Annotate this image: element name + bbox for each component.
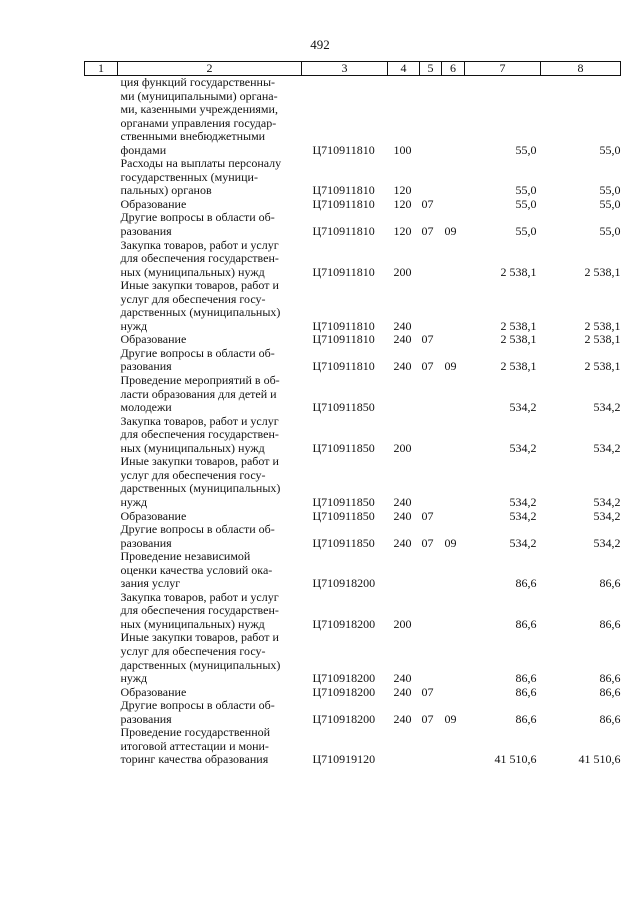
table-row xyxy=(85,157,621,198)
amount-col-7: 86,6 xyxy=(515,684,537,699)
expense-type-code: 240 xyxy=(393,318,412,333)
cell-col-1 xyxy=(85,699,118,726)
table-row xyxy=(85,550,621,591)
header-col-5: 5 xyxy=(420,62,442,76)
subsection-code xyxy=(442,550,465,591)
cell-col-1 xyxy=(85,591,118,632)
cell-col-1 xyxy=(85,211,118,238)
amount-col-7: 41 510,6 xyxy=(494,752,537,767)
amount-col-7: 86,6 xyxy=(515,616,537,631)
expense-name: Другие вопросы в области об- разования xyxy=(120,522,275,550)
amount-col-8: 2 538,1 xyxy=(584,359,621,374)
amount-col-8: 534,2 xyxy=(593,508,621,523)
cell-col-1 xyxy=(85,76,118,158)
page-number: 492 xyxy=(310,37,330,52)
target-code: Ц710911810 xyxy=(312,318,375,333)
subsection-code: 09 xyxy=(444,224,457,239)
table-row xyxy=(85,699,621,726)
amount-col-7: 55,0 xyxy=(515,183,537,198)
amount-col-7: 534,2 xyxy=(509,494,537,509)
table-row xyxy=(85,591,621,632)
table-row xyxy=(85,686,621,700)
amount-col-8: 55,0 xyxy=(599,224,621,239)
target-code: Ц710911810 xyxy=(312,264,375,279)
expense-type-code: 240 xyxy=(393,671,412,686)
amount-col-8: 86,6 xyxy=(599,576,621,591)
expense-type-code: 240 xyxy=(393,332,412,347)
expense-type-code xyxy=(388,726,420,767)
section-code: 07 xyxy=(421,332,434,347)
subsection-code xyxy=(442,333,465,347)
table-row xyxy=(85,239,621,280)
cell-col-1 xyxy=(85,523,118,550)
header-col-7: 7 xyxy=(465,62,541,76)
target-code: Ц710911850 xyxy=(312,494,375,509)
cell-col-1 xyxy=(85,415,118,456)
target-code: Ц710911810 xyxy=(312,359,375,374)
amount-col-7: 534,2 xyxy=(509,508,537,523)
amount-col-8: 41 510,6 xyxy=(578,752,621,767)
subsection-code: 09 xyxy=(444,359,457,374)
expense-name: Другие вопросы в области об- разования xyxy=(120,210,275,239)
subsection-code xyxy=(442,279,465,333)
target-code: Ц710911810 xyxy=(312,332,375,347)
expense-type-code: 240 xyxy=(393,359,412,374)
expense-type-code: 100 xyxy=(393,142,412,157)
header-col-6: 6 xyxy=(442,62,465,76)
expense-type-code: 200 xyxy=(393,440,412,455)
subsection-code xyxy=(442,686,465,700)
cell-col-1 xyxy=(85,333,118,347)
expense-name: Образование xyxy=(120,196,187,211)
table-row xyxy=(85,347,621,374)
amount-col-7: 55,0 xyxy=(515,196,537,211)
subsection-code: 09 xyxy=(444,711,457,726)
amount-col-8: 55,0 xyxy=(599,142,621,157)
amount-col-8: 2 538,1 xyxy=(584,264,621,279)
target-code: Ц710911850 xyxy=(312,535,375,550)
amount-col-7: 534,2 xyxy=(509,400,537,415)
section-code xyxy=(420,157,442,198)
subsection-code: 09 xyxy=(444,535,457,550)
expense-name: Другие вопросы в области об- разования xyxy=(120,345,275,374)
subsection-code xyxy=(442,198,465,212)
expense-name: Закупка товаров, работ и услуг для обеспечения государствен- ных (муниципальных) нужд xyxy=(120,413,279,455)
expense-name: Образование xyxy=(120,332,187,347)
expense-type-code: 240 xyxy=(393,684,412,699)
expense-type-code: 200 xyxy=(393,264,412,279)
header-row xyxy=(85,62,621,76)
amount-col-8: 534,2 xyxy=(593,535,621,550)
target-code: Ц710911810 xyxy=(312,224,375,239)
section-code: 07 xyxy=(421,684,434,699)
expense-name: ция функций государственны- ми (муниципальными) органа- ми, казенными учреждениями, органами управления государ- ственными внебюджетными фондами xyxy=(120,75,278,157)
section-code: 07 xyxy=(421,535,434,550)
cell-col-1 xyxy=(85,510,118,524)
cell-col-1 xyxy=(85,157,118,198)
expense-type-code: 120 xyxy=(393,183,412,198)
expense-name: Проведение мероприятий в об- ласти образования для детей и молодежи xyxy=(120,373,280,415)
target-code: Ц710911810 xyxy=(312,196,375,211)
subsection-code xyxy=(442,415,465,456)
amount-col-7: 534,2 xyxy=(509,440,537,455)
table-row xyxy=(85,455,621,509)
expense-type-code: 240 xyxy=(393,711,412,726)
table-row xyxy=(85,211,621,238)
subsection-code xyxy=(442,455,465,509)
target-code: Ц710918200 xyxy=(312,616,376,631)
target-code: Ц710911850 xyxy=(312,508,375,523)
section-code: 07 xyxy=(421,224,434,239)
amount-col-7: 86,6 xyxy=(515,711,537,726)
target-code: Ц710918200 xyxy=(312,711,376,726)
subsection-code xyxy=(442,239,465,280)
cell-col-1 xyxy=(85,374,118,415)
section-code xyxy=(420,76,442,158)
amount-col-8: 86,6 xyxy=(599,684,621,699)
subsection-code xyxy=(442,631,465,685)
amount-col-8: 86,6 xyxy=(599,616,621,631)
budget-table xyxy=(84,61,621,767)
cell-col-1 xyxy=(85,686,118,700)
expense-type-code: 200 xyxy=(393,616,412,631)
table-row xyxy=(85,631,621,685)
expense-name: Проведение независимой оценки качества условий ока- зания услуг xyxy=(120,549,273,591)
section-code xyxy=(420,455,442,509)
expense-name: Иные закупки товаров, работ и услуг для обеспечения госу- дарственных (муниципальных) нужд xyxy=(120,630,281,686)
header-col-2: 2 xyxy=(118,62,302,76)
amount-col-7: 86,6 xyxy=(515,576,537,591)
amount-col-7: 2 538,1 xyxy=(500,318,537,333)
expense-name: Проведение государственной итоговой аттестации и мони- торинг качества образования xyxy=(120,725,271,767)
subsection-code xyxy=(442,76,465,158)
section-code xyxy=(420,726,442,767)
section-code xyxy=(420,374,442,415)
expense-type-code xyxy=(388,550,420,591)
cell-col-1 xyxy=(85,347,118,374)
expense-type-code xyxy=(388,374,420,415)
expense-name: Закупка товаров, работ и услуг для обеспечения государствен- ных (муниципальных) нужд xyxy=(120,237,279,279)
cell-col-1 xyxy=(85,198,118,212)
section-code xyxy=(420,550,442,591)
cell-col-1 xyxy=(85,279,118,333)
target-code: Ц710919120 xyxy=(312,752,376,767)
table-header xyxy=(85,62,621,76)
target-code: Ц710911810 xyxy=(312,183,375,198)
amount-col-7: 2 538,1 xyxy=(500,359,537,374)
expense-type-code: 240 xyxy=(393,494,412,509)
subsection-code xyxy=(442,726,465,767)
amount-col-7: 2 538,1 xyxy=(500,264,537,279)
cell-col-1 xyxy=(85,550,118,591)
amount-col-7: 86,6 xyxy=(515,671,537,686)
table-row xyxy=(85,333,621,347)
amount-col-8: 2 538,1 xyxy=(584,332,621,347)
amount-col-8: 534,2 xyxy=(593,400,621,415)
table-row xyxy=(85,198,621,212)
header-col-8: 8 xyxy=(541,62,621,76)
target-code: Ц710911810 xyxy=(312,142,375,157)
amount-col-8: 86,6 xyxy=(599,671,621,686)
header-col-4: 4 xyxy=(388,62,420,76)
subsection-code xyxy=(442,374,465,415)
section-code xyxy=(420,415,442,456)
cell-col-1 xyxy=(85,631,118,685)
expense-type-code: 240 xyxy=(393,535,412,550)
target-code: Ц710918200 xyxy=(312,684,376,699)
header-col-3: 3 xyxy=(302,62,388,76)
expense-type-code: 120 xyxy=(393,224,412,239)
expense-type-code: 240 xyxy=(393,508,412,523)
table-body xyxy=(85,76,621,767)
target-code: Ц710911850 xyxy=(312,440,375,455)
subsection-code xyxy=(442,591,465,632)
target-code: Ц710918200 xyxy=(312,671,376,686)
expense-name: Другие вопросы в области об- разования xyxy=(120,698,275,726)
expense-name: Иные закупки товаров, работ и услуг для обеспечения госу- дарственных (муниципальных) нужд xyxy=(120,278,281,333)
target-code: Ц710918200 xyxy=(312,576,376,591)
amount-col-8: 534,2 xyxy=(593,494,621,509)
header-col-1: 1 xyxy=(85,62,118,76)
expense-name: Закупка товаров, работ и услуг для обеспечения государствен- ных (муниципальных) нужд xyxy=(120,589,279,631)
table-row xyxy=(85,374,621,415)
expense-type-code: 120 xyxy=(393,196,412,211)
table-row xyxy=(85,279,621,333)
section-code xyxy=(420,591,442,632)
expense-name: Образование xyxy=(120,684,187,699)
amount-col-8: 2 538,1 xyxy=(584,318,621,333)
section-code: 07 xyxy=(421,359,434,374)
table-row xyxy=(85,726,621,767)
target-code: Ц710911850 xyxy=(312,400,375,415)
section-code: 07 xyxy=(421,508,434,523)
table-row xyxy=(85,510,621,524)
amount-col-7: 55,0 xyxy=(515,224,537,239)
subsection-code xyxy=(442,157,465,198)
subsection-code xyxy=(442,510,465,524)
amount-col-7: 2 538,1 xyxy=(500,332,537,347)
section-code xyxy=(420,631,442,685)
section-code xyxy=(420,239,442,280)
section-code xyxy=(420,279,442,333)
amount-col-8: 55,0 xyxy=(599,196,621,211)
table-row xyxy=(85,523,621,550)
table-row xyxy=(85,415,621,456)
table-row xyxy=(85,76,621,158)
amount-col-8: 534,2 xyxy=(593,440,621,455)
amount-col-7: 55,0 xyxy=(515,142,537,157)
cell-col-1 xyxy=(85,726,118,767)
expense-name: Расходы на выплаты персоналу государственных (муници- пальных) органов xyxy=(120,156,282,198)
cell-col-1 xyxy=(85,239,118,280)
section-code: 07 xyxy=(421,711,434,726)
amount-col-7: 534,2 xyxy=(509,535,537,550)
amount-col-8: 55,0 xyxy=(599,183,621,198)
expense-name: Образование xyxy=(120,508,187,523)
section-code: 07 xyxy=(421,196,434,211)
amount-col-8: 86,6 xyxy=(599,711,621,726)
cell-col-1 xyxy=(85,455,118,509)
expense-name: Иные закупки товаров, работ и услуг для обеспечения госу- дарственных (муниципальных) нужд xyxy=(120,454,281,509)
